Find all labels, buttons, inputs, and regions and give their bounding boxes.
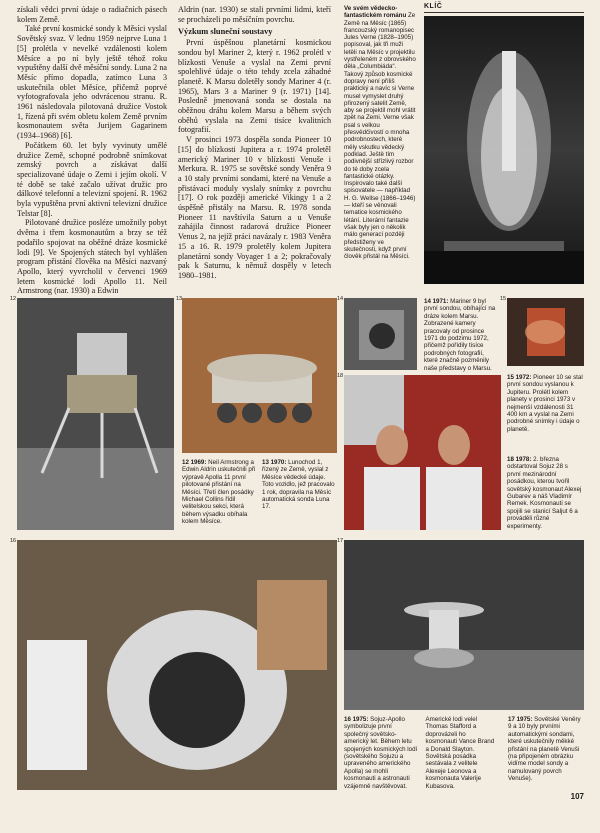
paragraph: Počátkem 60. let byly vyvinuty umělé družice Země, schopné podrobně snímkovat zemský povrch a získávat další specializované údaje o Zemi i jejím okolí. V té době se také začalo užívat družic pro dálkové telefonní a televizní spojení. R. 1962 byla vypuštěna první aktivní televizní družice Telstar [8]. — [17, 140, 167, 218]
venera-model-photo — [344, 540, 584, 710]
caption-year: 13 1970: — [262, 459, 287, 466]
figure-number: 16 — [10, 538, 17, 544]
lunokhod-photo — [182, 298, 337, 453]
caption-year: 18 1978: — [507, 456, 532, 463]
page-number: 107 — [570, 792, 584, 801]
figure-number: 15 — [500, 296, 507, 302]
caption-17 — [508, 716, 584, 783]
text-column-2 — [178, 5, 331, 281]
caption-text: Sovětské Veněry 9 a 10 byly prvními automatickými sondami, které uskutečnily měkké přistání na planetě Venuši (na připojeném obrázku vidíme model sondy a namulovaný povrch Venuše). — [508, 716, 581, 783]
sidebar-box — [344, 5, 416, 260]
paragraph: Aldrin (nar. 1930) se stali prvními lidmi, kteří se procházeli po měsíčním povrchu. — [178, 5, 331, 24]
figure-number: 12 — [10, 296, 17, 302]
caption-year: 12 1969: — [182, 459, 207, 466]
caption-15 — [507, 374, 583, 433]
key-rule — [424, 12, 584, 13]
caption-text: Mariner 9 byl první sondou, obíhající na dráze kolem Marsu. Zobrazené kamery pracovaly od prosince 1971 do podzimu 1972, přičemž pořídily tisíce podrobných fotografií, které značně pozměnily naše představy o Marsu. — [424, 298, 496, 372]
caption-text: Pioneer 10 se stal první sondou vyslanou k Jupiteru. Prolétl kolem planety v prosinci 1973 v nejmenší vzdálenosti 31 400 km a vyslal na Zemi podrobné snímky i údaje o planetě. — [507, 374, 583, 433]
caption-text: Lunochod 1, řízený ze Země, vyslal z Měsíce vědecké údaje. Toto vozidlo, jež pracovalo 1 rok, dopravila na Měsíc automatická sonda Luna 17. — [262, 459, 335, 511]
caption-12 — [182, 459, 258, 526]
sidebar-title: Ve svém vědecko-fantastickém románu — [344, 5, 407, 20]
paragraph: V prosinci 1973 dospěla sonda Pioneer 10 [15] do blízkosti Jupitera a r. 1974 proletěl americký Mariner 10 v blízkosti Venuše i Merkura. R. 1975 se sovětské sondy Veněra 9 a 10 staly prvními sondami, které na Venuše a přistávací moduly vyslaly snímky z povrchu [17]. O rok později americké Vikingy 1 a 2 úspěšně přistály na Marsu. R. 1978 sonda Pioneer 11 navštívila Saturn a u Venuše zahájila činnost radarová družice Pioneer Venus 2, na jejíž práci navázaly r. 1983 Veněra 15 a 16. R. 1979 proletěly kolem Jupitera planetární sondy Voyager 1 a 2; pokračovaly pak k Saturnu, k němuž dospěly v letech 1980–1981. — [178, 135, 331, 280]
text-column-1 — [17, 5, 167, 296]
key-label: KLÍČ — [424, 3, 443, 10]
caption-text: 2. března odstartoval Sojuz 28 s první mezinárodní posádkou, kterou tvořil sovětský kosmonaut Alexej Gubarev a náš Vladimír Remek. Kosmonauti se spojili se stanicí Saljut 6 a prováděli různé experimenty. — [507, 456, 582, 530]
paragraph: získali vědci první údaje o radiačních pásech kolem Země. — [17, 5, 167, 24]
rocket-launch-photo — [424, 16, 584, 284]
sidebar-text: Ze Země na Měsíc (1865) francouzský romanopisec Jules Verne (1828–1905) popisoval, jak tři muži letěli na Měsíc v projektilu vystřeleném z obrovského děla „Columbiáda“. Takový způsob kosmické dopravy není příliš praktický a navíc si Verne musel vymyslet druhý přirozený satelit Země, aby se projektil mohl vrátit zpět na Zemi. Verne však psal s velkou přesvědčivostí o mnoha podrobnostech, které měly vskutku vědecký podklad. Ještě tím podivnější střízlivý rozbor do té doby zcela fantastické otázky. Inspirovalo také další spisovatele — například H. G. Wellse (1866–1946) — kteří se věnovali tematice kosmického létání. Literární fantazie však byly jen o několik málo generací později předstiženy ve skutečnosti, když první člověk přistál na Měsíci. — [344, 12, 416, 261]
figure-number: 14 — [337, 296, 344, 302]
caption-18 — [507, 456, 583, 530]
figure-number: 17 — [337, 538, 344, 544]
pioneer-10-photo — [507, 298, 584, 366]
apollo-lunar-module-photo — [17, 298, 174, 530]
caption-16 — [344, 716, 499, 790]
caption-14 — [424, 298, 498, 372]
caption-13 — [262, 459, 338, 511]
caption-year: 14 1971: — [424, 298, 449, 305]
caption-text: Sojuz-Apollo symbolizuje první společný sovětsko-americký let. Během letu spojených kosmických lodí (sovětského Sojuzu a upraveného amerického Apolla) se mohli kosmonauti a astronauti vzájemně navštěvovat. Americké lodi velel Thomas Stafford a doprovázeli ho kosmonauti Vance Brand a Donald Slayton. Sovětská posádka sestávala z velitele Alexeje Leonova a kosmonauta Valerije Kubasova. — [344, 716, 495, 790]
figure-number: 13 — [176, 296, 183, 302]
caption-text: Neil Armstrong a Edwin Aldrin uskutečnili při výpravě Apolla 11 první pilotované přistání na Měsíci. Třetí člen posádky Michael Collins řídil velitelskou sekci, která během výsadku obíhala kolem Měsíce. — [182, 459, 256, 526]
soyuz-apollo-astronaut-photo — [17, 540, 337, 790]
paragraph: První úspěšnou planetární kosmickou sondou byl Mariner 2, který r. 1962 prolétl v blízkosti Venuše a vyslal na Zemi první spolehlivé údaje o této tehdy zcela záhadné planetě. K Marsu doletěly sondy Mariner 4 (r. 1965), Mars 3 a Mariner 9 (r. 1971) [14]. Posledně jmenovaná sonda se dostala na oběžnou dráhu kolem Marsu a během svých oběhů vyslala na Zemi tisíce kvalitních fotografií. — [178, 38, 331, 135]
caption-year: 15 1972: — [507, 374, 532, 381]
soyuz-28-crew-photo — [344, 375, 501, 530]
paragraph: Také první kosmické sondy k Měsíci vyslal Sovětský svaz. V lednu 1959 nejprve Luna 1 [5] prolétla v nevelké vzdálenosti kolem Měsíce a po ní byly ještě téhož roku vypuštěny další dvě měsíční sondy. Luna 2 na Měsíc přímo dopadla, zatímco Luna 3 uskutečnila oblet Měsíce, přičemž poprvé vyfotografovala jeho odvrácenou stranu. R. 1961 následovala pilotovaná družice Vostok 1, řízená při svém obletu kolem Země prvním kosmonautem světa Jurijem Gagarinem (1934–1968) [6]. — [17, 24, 167, 141]
figure-number: 18 — [337, 373, 344, 379]
section-heading: Výzkum sluneční soustavy — [178, 27, 273, 37]
paragraph: Pilotované družice posléze umožnily pobyt dvěma i třem kosmonautům a brzy se též podařilo spojovat na oběžné dráze kosmické lodi [9]. Ve Spojených státech byl vyhlášen program přistání člověka na Měsíci nazvaný Apollo, který vyvrcholil v červenci 1969 letem kosmické lodi Apollo 11. Neil Armstrong (nar. 1930) a Edwin — [17, 218, 167, 296]
caption-year: 17 1975: — [508, 716, 533, 723]
caption-year: 16 1975: — [344, 716, 369, 723]
mariner-9-photo — [344, 298, 417, 370]
